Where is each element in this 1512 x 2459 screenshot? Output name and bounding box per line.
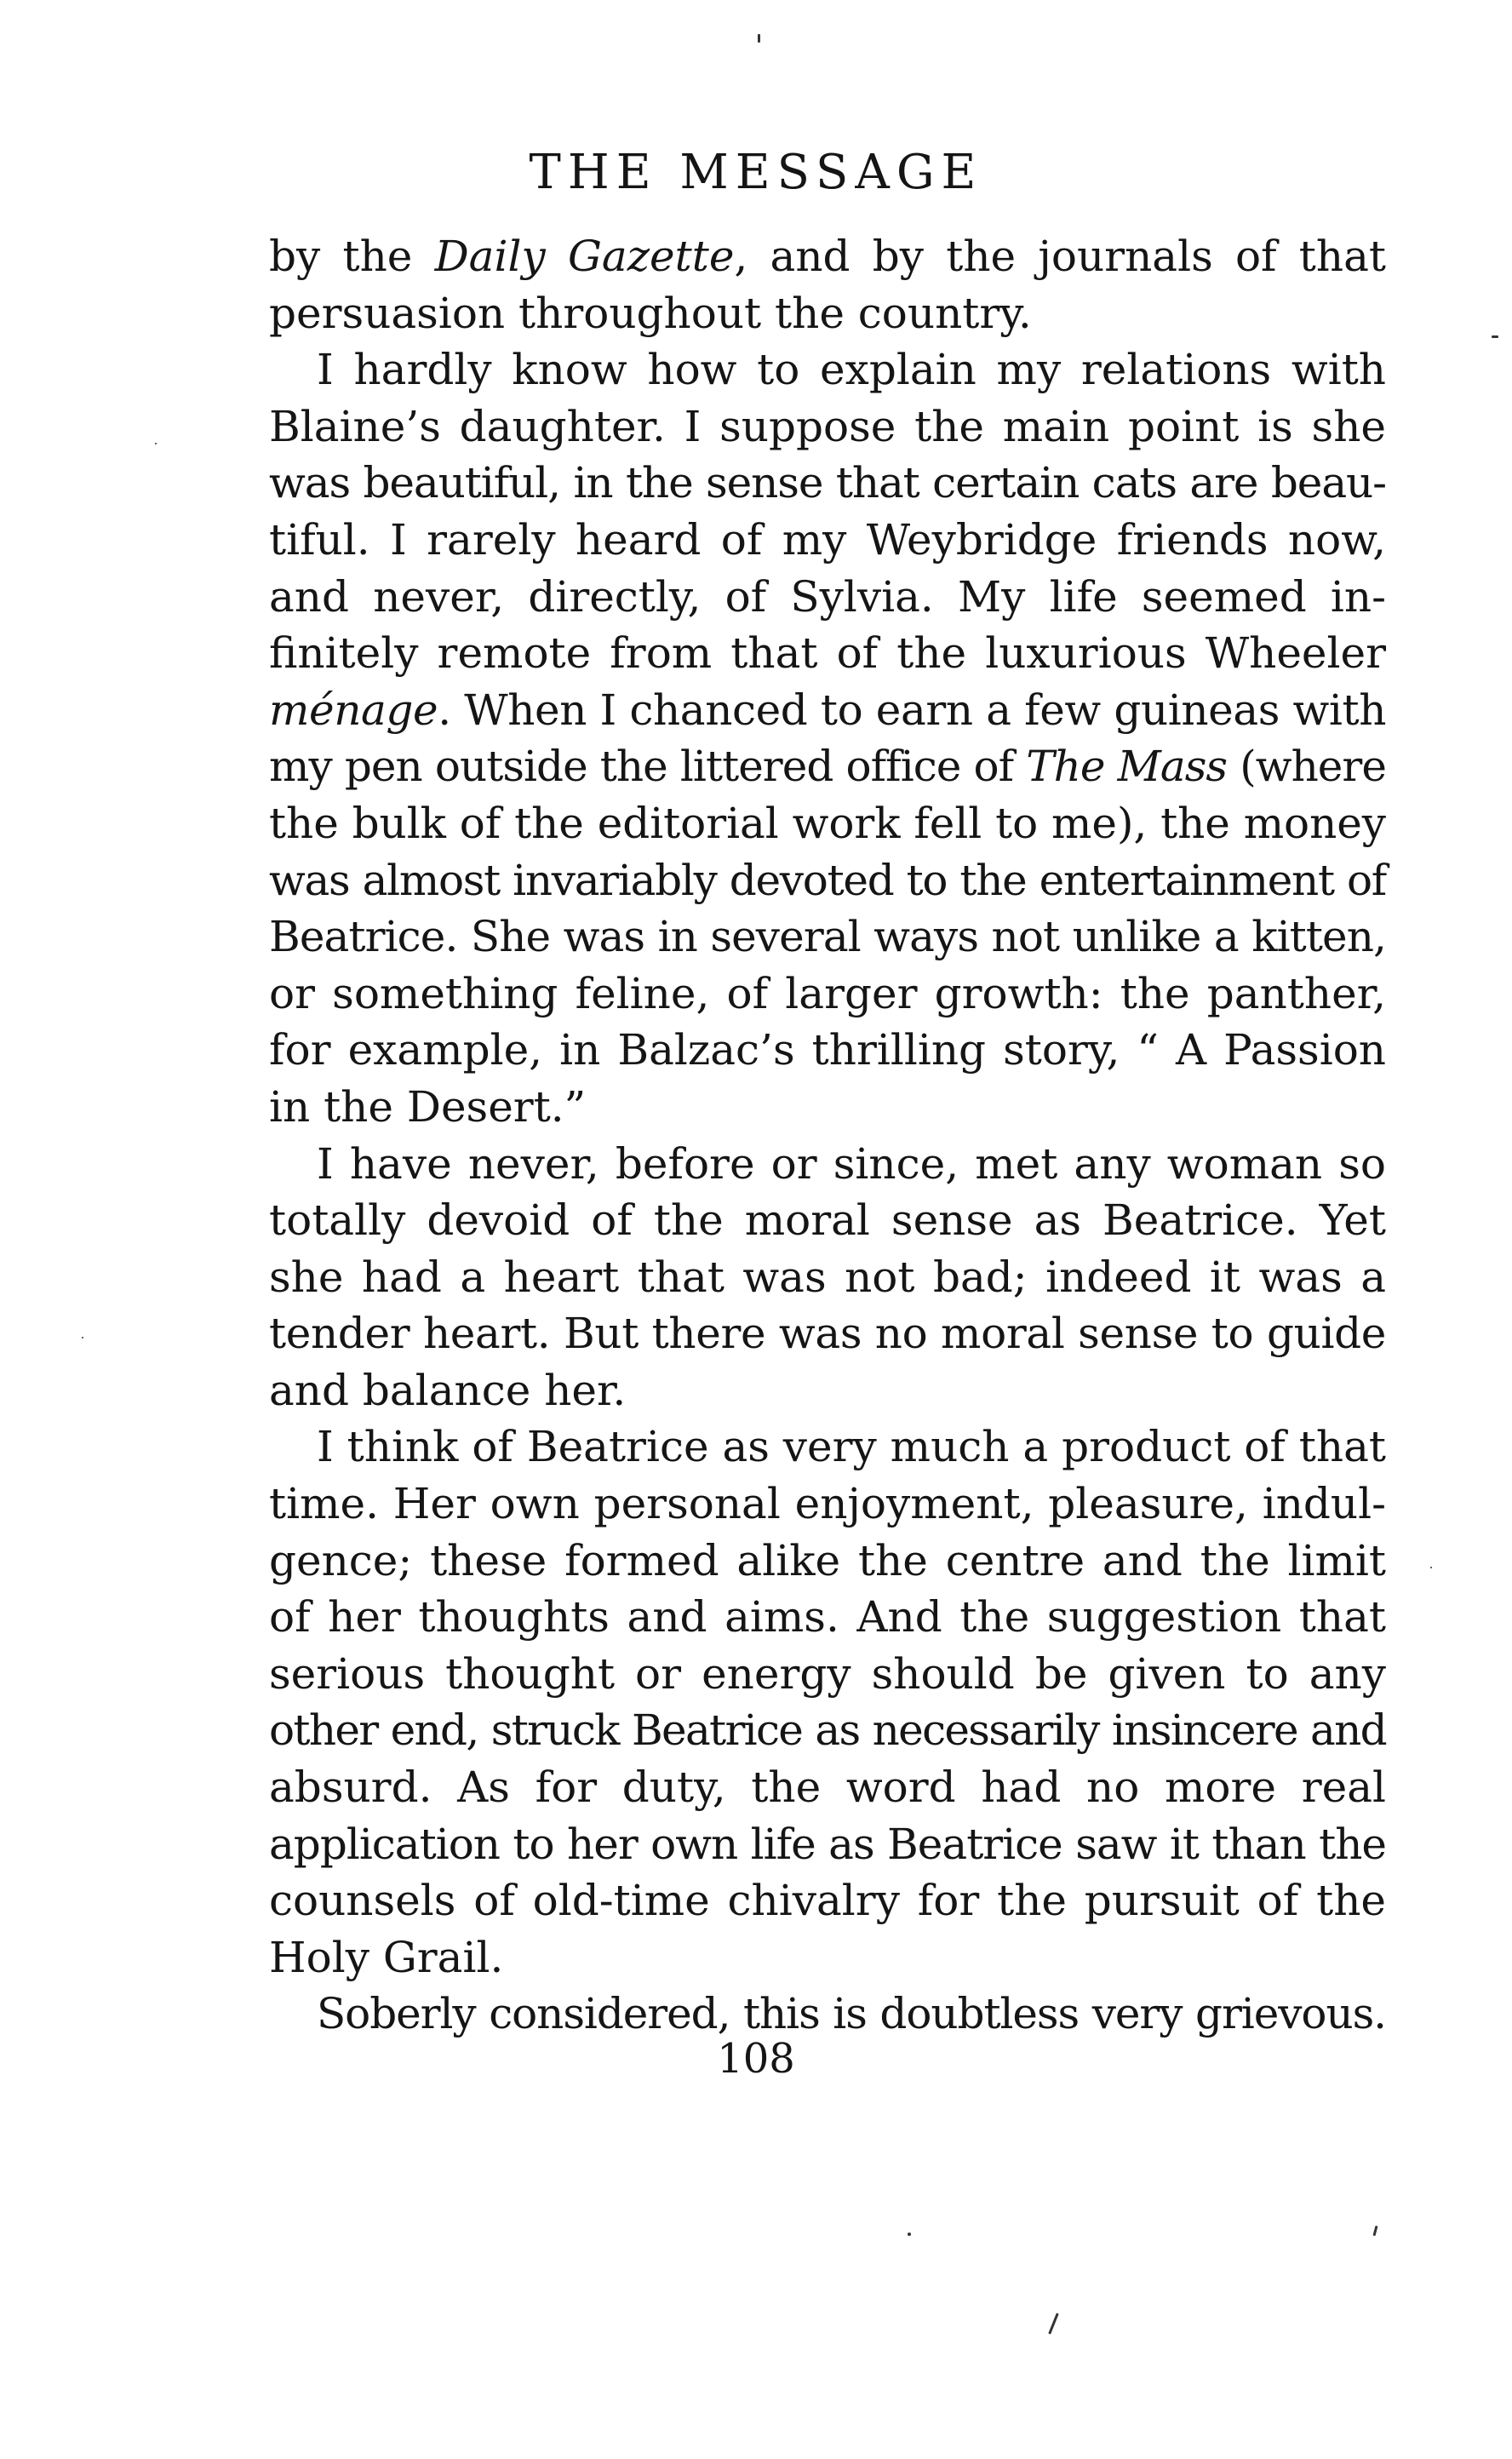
running-head-title: THE MESSAGE <box>529 145 983 200</box>
scan-speck <box>1492 335 1498 338</box>
text-line: and never, directly, of Sylvia. My life seemed in- <box>269 571 1386 622</box>
text-line: counsels of old-time chivalry for the pursuit of the <box>269 1876 1386 1926</box>
text-line: I think of Beatrice as very much a product of that <box>317 1422 1387 1472</box>
text-line: time. Her own personal enjoyment, pleasure, indul- <box>269 1479 1386 1529</box>
text-line: for example, in Balzac’s thrilling story, “ A Passion <box>269 1025 1386 1075</box>
scan-speck <box>155 443 157 444</box>
text-line: of her thoughts and aims. And the suggestion that <box>269 1592 1386 1642</box>
text-line: other end, struck Beatrice as necessarily insincere and <box>269 1705 1386 1756</box>
text-line: ménage. When I chanced to earn a few guineas with <box>269 685 1386 735</box>
text-line: or something feline, of larger growth: the panther, <box>269 968 1386 1018</box>
text-line: the bulk of the editorial work fell to me), the money <box>269 798 1386 848</box>
text-line: tender heart. But there was no moral sense to guide <box>269 1309 1386 1359</box>
scan-speck <box>1048 2313 1059 2334</box>
text-line: by the Daily Gazette, and by the journals of that <box>269 232 1386 281</box>
text-line: Holy Grail. <box>269 1932 504 1982</box>
text-line: totally devoid of the moral sense as Beatrice. Yet <box>269 1195 1386 1246</box>
text-line: I have never, before or since, met any woman so <box>317 1138 1386 1189</box>
body-text <box>269 228 1386 2043</box>
text-line: my pen outside the littered office of The Mass (where <box>269 742 1386 792</box>
text-line: persuasion throughout the country. <box>269 288 1032 338</box>
page-number: 108 <box>717 2035 795 2083</box>
text-line: application to her own life as Beatrice saw it than the <box>269 1819 1386 1869</box>
text-line: she had a heart that was not bad; indeed it was a <box>269 1252 1386 1302</box>
scan-speck <box>82 1337 83 1338</box>
text-line: serious thought or energy should be given to any <box>269 1648 1386 1699</box>
text-line: was almost invariably devoted to the entertainment of <box>269 855 1386 905</box>
text-line: finitely remote from that of the luxurious Wheeler <box>269 628 1386 679</box>
text-line: was beautiful, in the sense that certain cats are beau- <box>269 458 1386 508</box>
text-line: absurd. As for duty, the word had no more real <box>269 1763 1386 1813</box>
text-line: tiful. I rarely heard of my Weybridge friends now, <box>269 514 1386 565</box>
text-line: Soberly considered, this is doubtless very grievous. <box>317 1989 1386 2039</box>
scan-speck <box>908 2233 911 2236</box>
text-line: in the Desert.” <box>269 1081 587 1132</box>
text-line: gence; these formed alike the centre and the limit <box>269 1535 1386 1585</box>
scan-speck <box>1430 1567 1432 1568</box>
scan-speck <box>758 34 760 43</box>
text-line: Beatrice. She was in several ways not unlike a kitten, <box>269 912 1386 962</box>
text-line: Blaine’s daughter. I suppose the main point is she <box>269 401 1386 451</box>
scan-speck <box>1372 2226 1377 2236</box>
text-line: and balance her. <box>269 1365 627 1415</box>
text-line: I hardly know how to explain my relations with <box>317 345 1386 395</box>
